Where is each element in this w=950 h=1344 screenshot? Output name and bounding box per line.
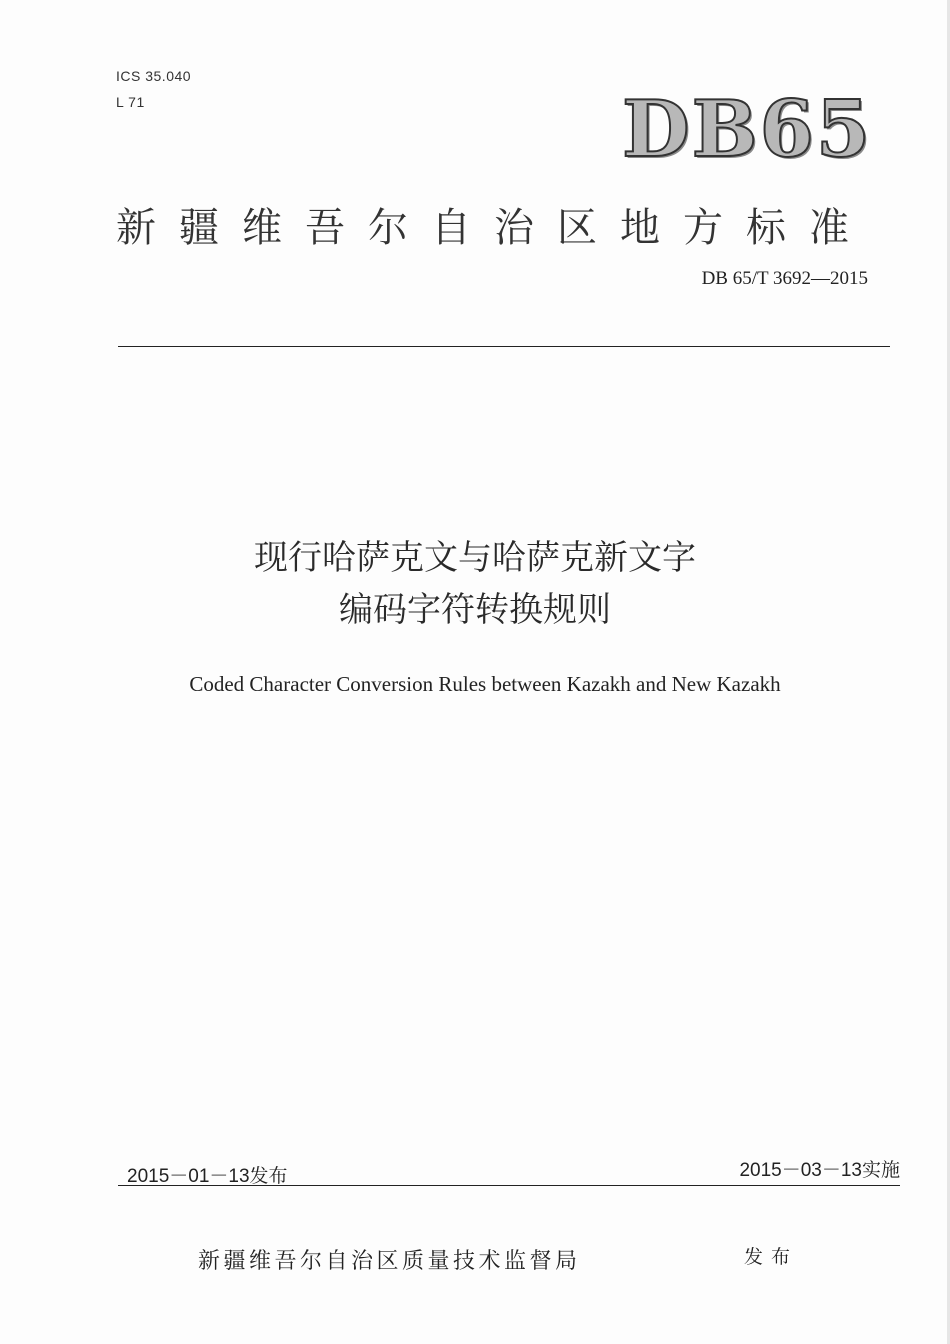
- chinese-title-line-2: 编码字符转换规则: [339, 590, 611, 630]
- ics-code: ICS 35.040: [116, 68, 192, 84]
- implementation-date: 2015－03－13实施: [739, 1160, 900, 1181]
- bottom-divider: [118, 1185, 900, 1186]
- db65-logo: DB65: [622, 84, 873, 175]
- english-title: Coded Character Conversion Rules between Kazakh and New Kazakh: [189, 672, 781, 696]
- issue-date: 2015－01－13发布: [127, 1166, 288, 1187]
- top-divider: [118, 346, 890, 347]
- chinese-title-line-1: 现行哈萨克文与哈萨克新文字: [254, 538, 696, 578]
- standard-number: DB 65/T 3692—2015: [701, 268, 868, 289]
- standard-type-heading: 新疆维吾尔自治区地方标准: [116, 205, 872, 251]
- ccs-code: L 71: [116, 94, 145, 110]
- publish-label: 发布: [744, 1246, 799, 1268]
- publisher-name: 新疆维吾尔自治区质量技术监督局: [198, 1249, 581, 1274]
- chinese-title: [0, 532, 950, 636]
